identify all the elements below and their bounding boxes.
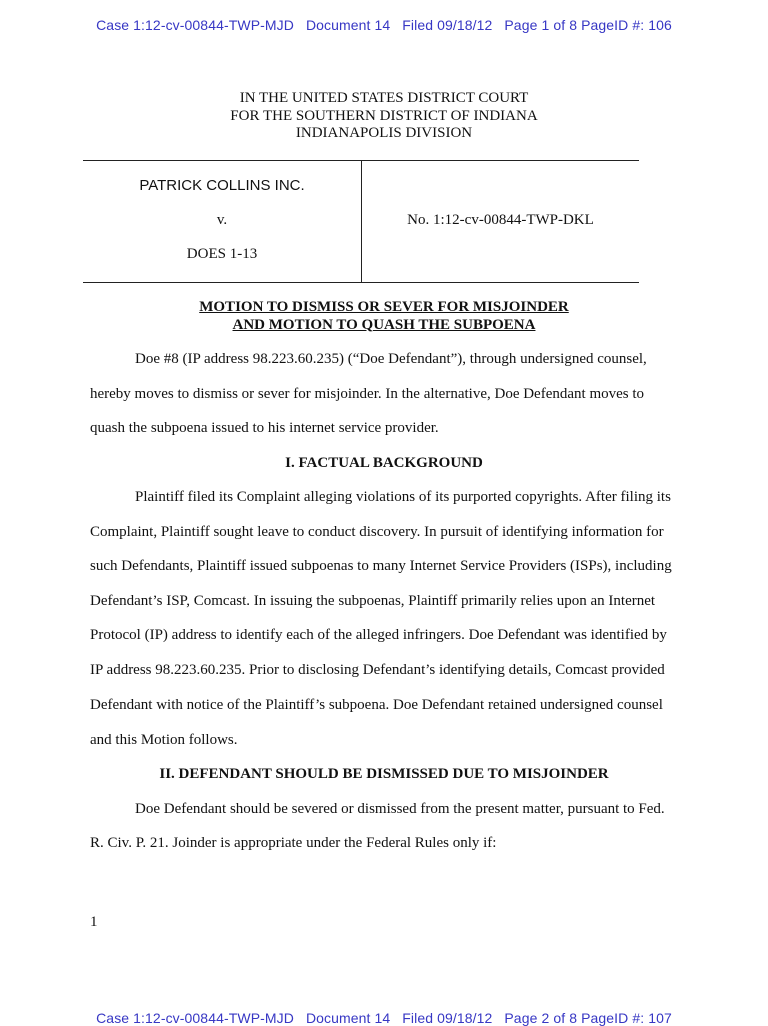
plaintiff-name: PATRICK COLLINS INC. [139, 177, 305, 194]
intro-line: hereby moves to dismiss or sever for misjoinder. In the alternative, Doe Defendant moves to [90, 386, 645, 402]
court-name: IN THE UNITED STATES DISTRICT COURT [239, 90, 529, 106]
court-caption-heading [0, 90, 768, 143]
section2-line: Doe Defendant should be severed or dismissed from the present matter, pursuant to Fed. [135, 801, 665, 817]
section-heading-factual-background: I. FACTUAL BACKGROUND [285, 455, 483, 471]
section1-line: Complaint, Plaintiff sought leave to conduct discovery. In pursuit of identifying information for [90, 524, 664, 540]
motion-title-line-1: MOTION TO DISMISS OR SEVER FOR MISJOINDER [199, 299, 569, 315]
section-heading-misjoinder: II. DEFENDANT SHOULD BE DISMISSED DUE TO MISJOINDER [159, 766, 609, 782]
intro-line: quash the subpoena issued to his internet service provider. [90, 420, 439, 436]
section1-line: Plaintiff filed its Complaint alleging violations of its purported copyrights. After filing its [135, 489, 671, 505]
court-division: INDIANAPOLIS DIVISION [295, 125, 473, 141]
section1-line: Defendant with notice of the Plaintiff’s subpoena. Doe Defendant retained undersigned counsel [90, 697, 663, 713]
intro-line: Doe #8 (IP address 98.223.60.235) (“Doe Defendant”), through undersigned counsel, [135, 351, 647, 367]
defendant-name: DOES 1-13 [186, 246, 258, 262]
court-district: FOR THE SOUTHERN DISTRICT OF INDIANA [230, 107, 538, 124]
ecf-header-page-2: Case 1:12-cv-00844-TWP-MJD Document 14 Filed 09/18/12 Page 2 of 8 PageID #: 107 [96, 1010, 672, 1026]
case-number: No. 1:12-cv-00844-TWP-DKL [407, 212, 594, 228]
section2-line: R. Civ. P. 21. Joinder is appropriate under the Federal Rules only if: [90, 835, 497, 851]
section1-line: IP address 98.223.60.235. Prior to disclosing Defendant’s identifying details, Comcast provided [90, 662, 665, 678]
section1-line: Protocol (IP) address to identify each of the alleged infringers. Doe Defendant was identified by [90, 627, 667, 643]
page-number: 1 [90, 914, 98, 930]
section1-line: such Defendants, Plaintiff issued subpoenas to many Internet Service Providers (ISPs), including [90, 558, 672, 574]
versus-label: v. [216, 212, 228, 228]
section1-line: and this Motion follows. [90, 732, 238, 748]
caption-bottom-rule [83, 282, 639, 283]
ecf-header-page-1: Case 1:12-cv-00844-TWP-MJD Document 14 Filed 09/18/12 Page 1 of 8 PageID #: 106 [96, 17, 672, 33]
motion-title-line-2: AND MOTION TO QUASH THE SUBPOENA [232, 316, 536, 333]
section1-line: Defendant’s ISP, Comcast. In issuing the subpoenas, Plaintiff primarily relies upon an Internet [90, 593, 656, 609]
motion-title [0, 299, 768, 334]
